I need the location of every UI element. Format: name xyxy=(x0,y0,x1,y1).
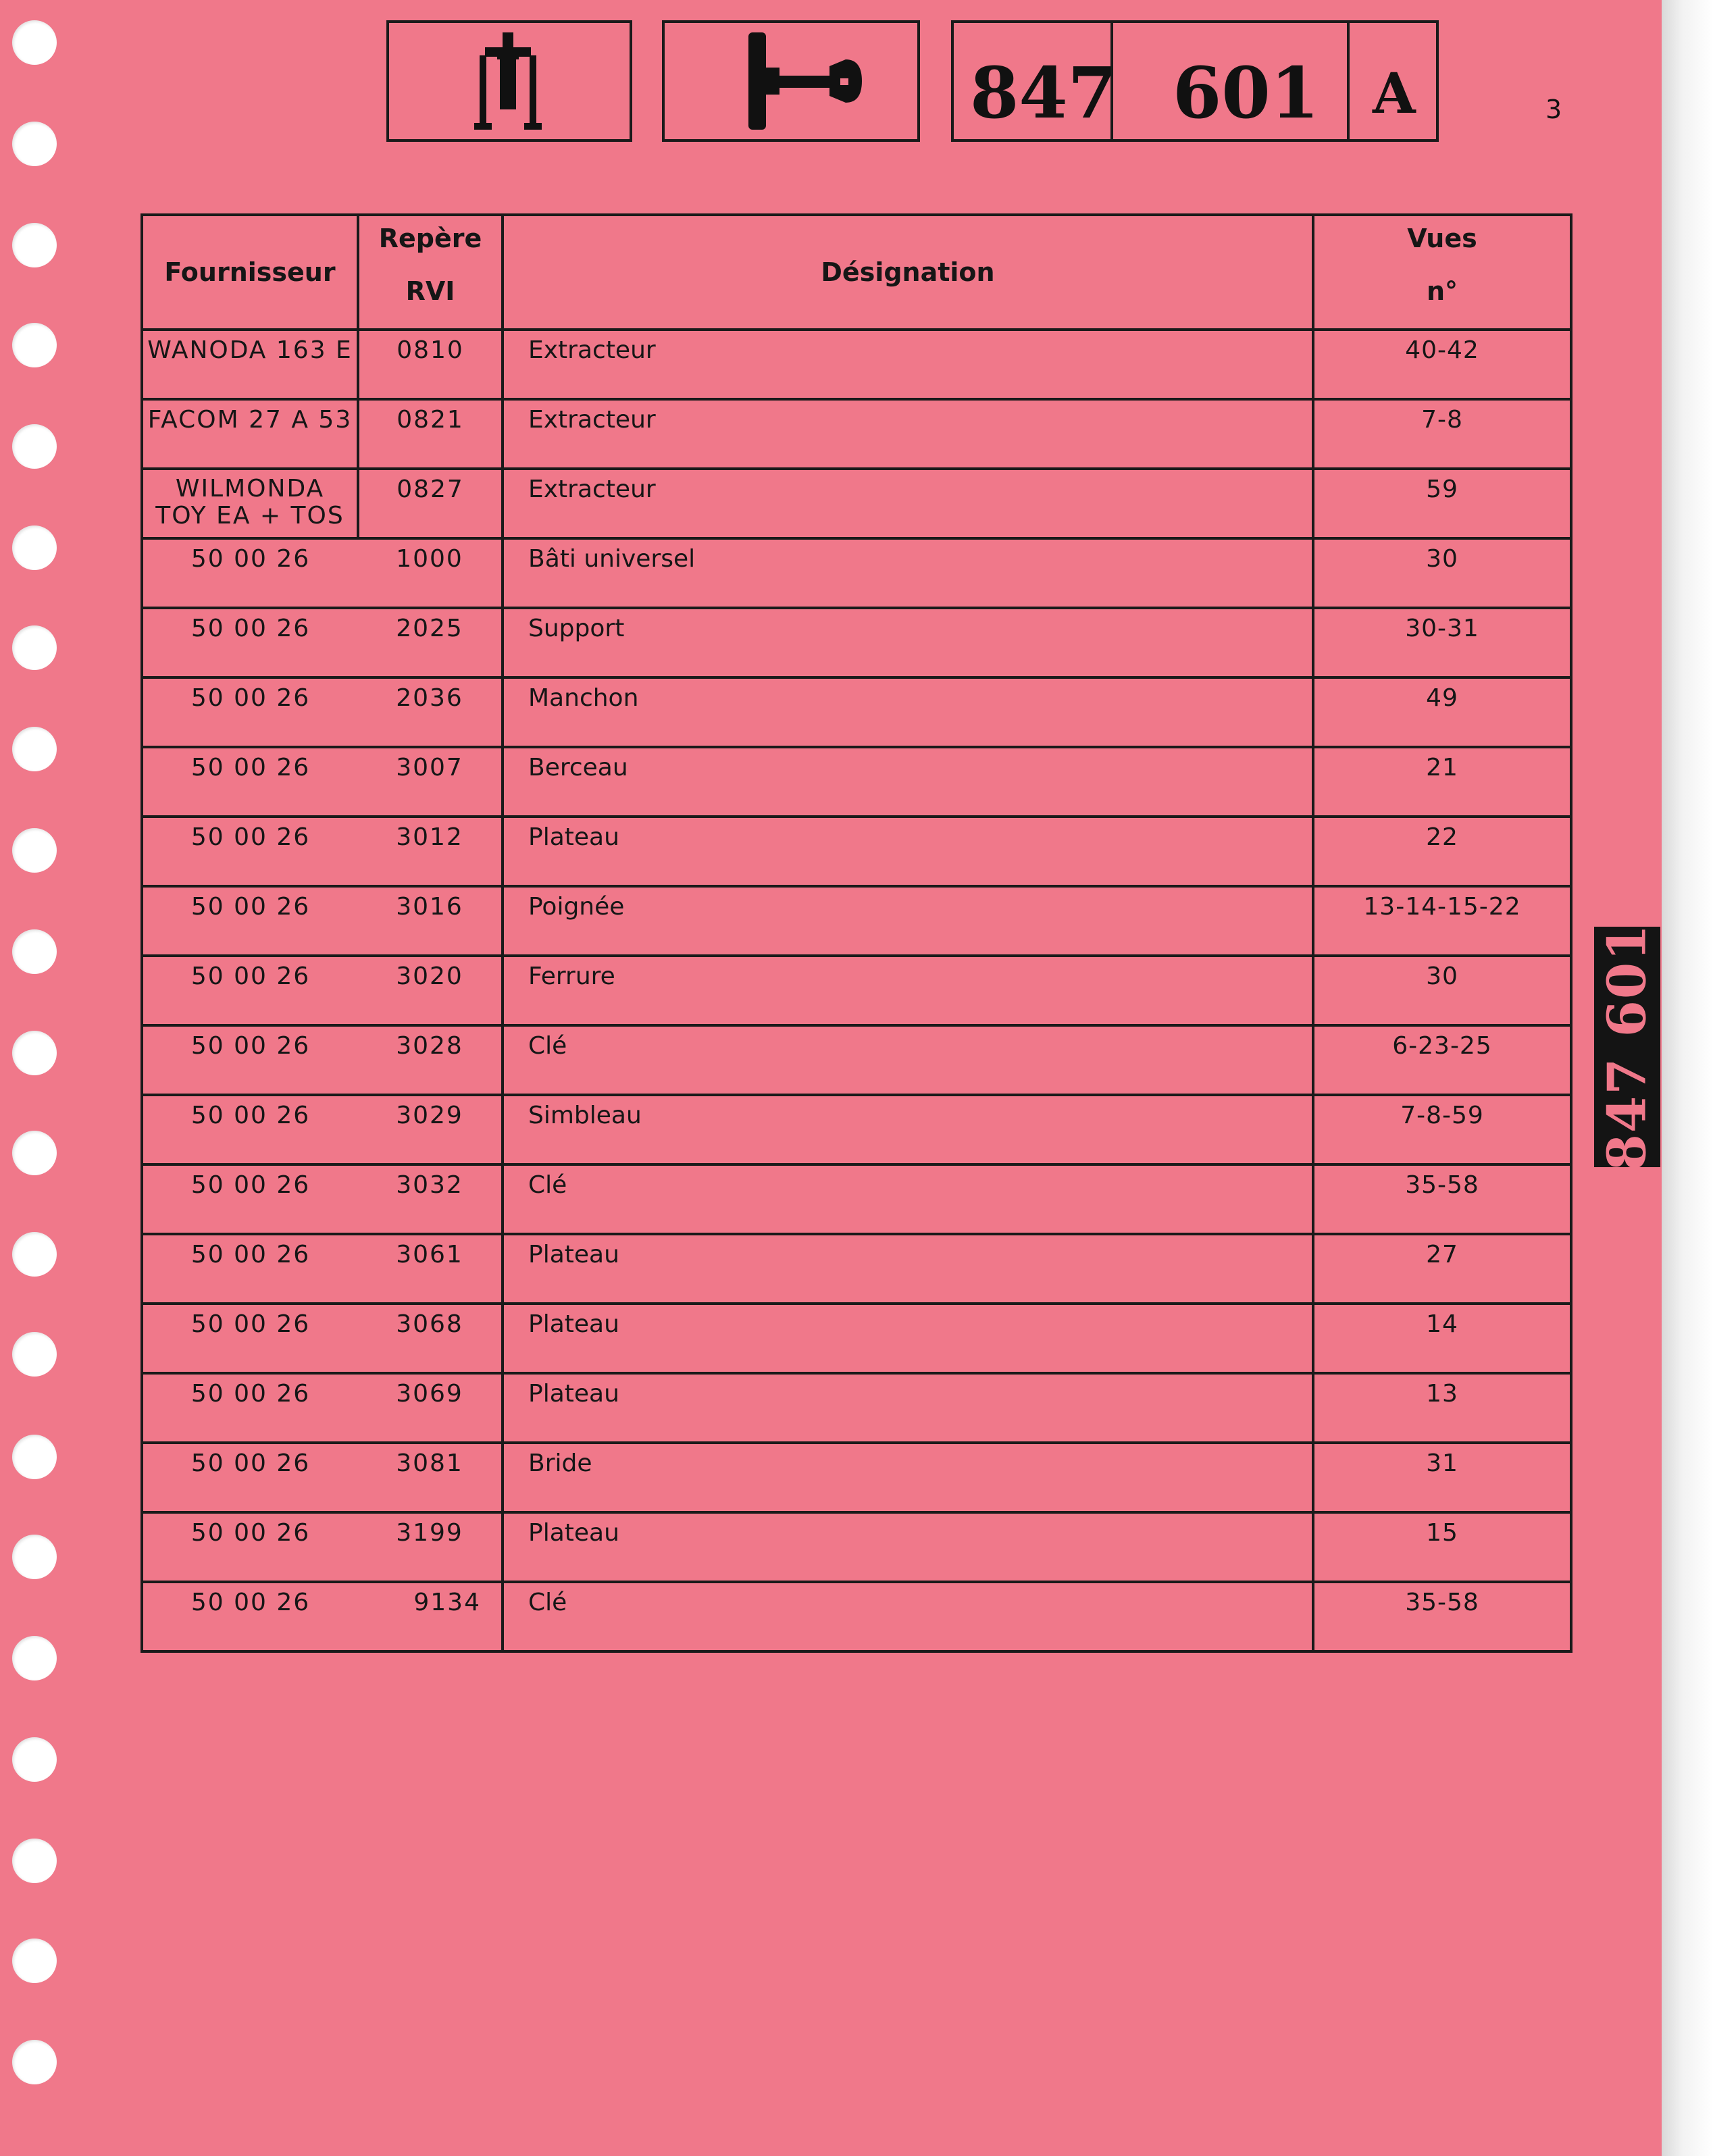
binder-hole xyxy=(12,1737,57,1782)
cell-designation: Berceau xyxy=(503,747,1313,817)
table-row xyxy=(142,1582,1571,1651)
header-fournisseur: Fournisseur xyxy=(142,215,358,330)
cell-fournisseur: 50 00 26 xyxy=(142,1582,358,1651)
binder-hole xyxy=(12,20,57,65)
page-number: 3 xyxy=(1545,95,1562,124)
binder-hole xyxy=(12,1131,57,1175)
cell-fournisseur: 50 00 26 xyxy=(142,608,358,677)
header-repere xyxy=(358,215,503,330)
cell-designation: Plateau xyxy=(503,1304,1313,1373)
binder-hole xyxy=(12,1535,57,1579)
cell-vues: 30-31 xyxy=(1313,608,1571,677)
cell-repere: 3032 xyxy=(358,1164,503,1234)
binder-hole xyxy=(12,1939,57,1983)
header-vues-line2: n° xyxy=(1426,276,1458,306)
table-row xyxy=(142,1443,1571,1512)
code-part2: 601 xyxy=(1173,51,1320,134)
code-part1: 847 xyxy=(970,51,1117,134)
binder-hole xyxy=(12,424,57,469)
cell-fournisseur: 50 00 26 xyxy=(142,1025,358,1095)
binder-hole xyxy=(12,2040,57,2084)
cell-vues: 30 xyxy=(1313,956,1571,1025)
puller-tool-box xyxy=(386,20,632,142)
cell-vues: 59 xyxy=(1313,469,1571,538)
cell-fournisseur: 50 00 26 xyxy=(142,1234,358,1304)
cell-vues: 13 xyxy=(1313,1373,1571,1443)
cell-fournisseur: 50 00 26 xyxy=(142,1512,358,1582)
cell-fournisseur: 50 00 26 xyxy=(142,538,358,608)
cell-repere: 2025 xyxy=(358,608,503,677)
cell-vues: 7-8-59 xyxy=(1313,1095,1571,1164)
cell-designation: Bâti universel xyxy=(503,538,1313,608)
cell-fournisseur-line1: WILMONDA xyxy=(175,475,325,503)
table-row xyxy=(142,1512,1571,1582)
cell-fournisseur xyxy=(142,469,358,538)
table-row xyxy=(142,1234,1571,1304)
cell-repere: 1000 xyxy=(358,538,503,608)
side-tab-label: 847 601 xyxy=(1596,923,1658,1171)
cell-vues: 13-14-15-22 xyxy=(1313,886,1571,956)
table-row xyxy=(142,399,1571,469)
table-row xyxy=(142,538,1571,608)
cell-repere: 3199 xyxy=(358,1512,503,1582)
cell-vues: 35-58 xyxy=(1313,1582,1571,1651)
cell-designation: Bride xyxy=(503,1443,1313,1512)
cell-fournisseur: 50 00 26 xyxy=(142,1095,358,1164)
page-edge xyxy=(1662,0,1713,2156)
cell-repere: 2036 xyxy=(358,677,503,747)
cell-vues: 7-8 xyxy=(1313,399,1571,469)
puller-tool-icon xyxy=(389,23,630,139)
table-row xyxy=(142,330,1571,399)
table-row xyxy=(142,886,1571,956)
binder-hole xyxy=(12,1839,57,1883)
cell-repere: 3007 xyxy=(358,747,503,817)
binder-hole xyxy=(12,223,57,267)
table-row xyxy=(142,1304,1571,1373)
cell-designation: Ferrure xyxy=(503,956,1313,1025)
cell-vues: 21 xyxy=(1313,747,1571,817)
binder-hole xyxy=(12,323,57,367)
cell-designation: Clé xyxy=(503,1582,1313,1651)
table-row xyxy=(142,1095,1571,1164)
cell-fournisseur: 50 00 26 xyxy=(142,886,358,956)
table-row xyxy=(142,956,1571,1025)
cell-vues: 35-58 xyxy=(1313,1164,1571,1234)
cell-designation: Extracteur xyxy=(503,330,1313,399)
table-row xyxy=(142,747,1571,817)
cell-repere: 3020 xyxy=(358,956,503,1025)
cell-repere: 3081 xyxy=(358,1443,503,1512)
code-part2-box xyxy=(1110,20,1350,142)
binder-hole xyxy=(12,1332,57,1377)
cell-fournisseur: 50 00 26 xyxy=(142,1443,358,1512)
binder-hole xyxy=(12,727,57,771)
binder-hole xyxy=(12,1232,57,1277)
cell-repere: 3068 xyxy=(358,1304,503,1373)
cell-vues: 31 xyxy=(1313,1443,1571,1512)
cell-repere: 3016 xyxy=(358,886,503,956)
side-index-tab xyxy=(1594,923,1660,1171)
table-row xyxy=(142,1373,1571,1443)
code-suffix: A xyxy=(1373,61,1416,126)
cell-designation: Plateau xyxy=(503,817,1313,886)
code-part1-box xyxy=(951,20,1117,142)
cell-repere: 3061 xyxy=(358,1234,503,1304)
table-row xyxy=(142,608,1571,677)
cell-vues: 27 xyxy=(1313,1234,1571,1304)
cell-fournisseur: 50 00 26 xyxy=(142,956,358,1025)
cell-repere: 0821 xyxy=(358,399,503,469)
cell-repere: 3012 xyxy=(358,817,503,886)
header-vues-line1: Vues xyxy=(1407,224,1477,253)
binder-hole xyxy=(12,625,57,670)
mallet-tool-box xyxy=(662,20,920,142)
cell-designation: Plateau xyxy=(503,1512,1313,1582)
code-suffix-box xyxy=(1347,20,1439,142)
cell-vues: 40-42 xyxy=(1313,330,1571,399)
binder-hole xyxy=(12,525,57,570)
cell-fournisseur: FACOM 27 A 53 xyxy=(142,399,358,469)
cell-designation: Plateau xyxy=(503,1373,1313,1443)
mallet-tool-icon xyxy=(665,23,917,139)
cell-designation: Poignée xyxy=(503,886,1313,956)
cell-fournisseur: 50 00 26 xyxy=(142,1164,358,1234)
cell-designation: Plateau xyxy=(503,1234,1313,1304)
cell-vues: 22 xyxy=(1313,817,1571,886)
header-vues xyxy=(1313,215,1571,330)
cell-vues: 30 xyxy=(1313,538,1571,608)
cell-repere: 3028 xyxy=(358,1025,503,1095)
binder-hole xyxy=(12,1636,57,1680)
binder-hole xyxy=(12,1435,57,1479)
cell-designation: Clé xyxy=(503,1164,1313,1234)
cell-vues: 6-23-25 xyxy=(1313,1025,1571,1095)
binder-hole xyxy=(12,122,57,166)
table-row xyxy=(142,817,1571,886)
binder-hole xyxy=(12,828,57,873)
cell-fournisseur: WANODA 163 E xyxy=(142,330,358,399)
table-row xyxy=(142,1164,1571,1234)
cell-repere: 0810 xyxy=(358,330,503,399)
table-row xyxy=(142,469,1571,538)
table-row xyxy=(142,677,1571,747)
cell-repere: 9134 xyxy=(358,1582,503,1651)
cell-designation: Manchon xyxy=(503,677,1313,747)
cell-designation: Clé xyxy=(503,1025,1313,1095)
cell-designation: Simbleau xyxy=(503,1095,1313,1164)
cell-vues: 49 xyxy=(1313,677,1571,747)
cell-designation: Support xyxy=(503,608,1313,677)
cell-vues: 14 xyxy=(1313,1304,1571,1373)
cell-fournisseur: 50 00 26 xyxy=(142,1304,358,1373)
cell-repere: 0827 xyxy=(358,469,503,538)
cell-designation: Extracteur xyxy=(503,469,1313,538)
cell-fournisseur: 50 00 26 xyxy=(142,817,358,886)
binder-hole xyxy=(12,929,57,974)
cell-repere: 3029 xyxy=(358,1095,503,1164)
table-row xyxy=(142,1025,1571,1095)
header-repere-line2: RVI xyxy=(405,276,455,306)
binder-hole xyxy=(12,1031,57,1075)
cell-fournisseur-line2: TOY EA + TOS xyxy=(155,502,344,530)
cell-fournisseur: 50 00 26 xyxy=(142,1373,358,1443)
table-header-row xyxy=(142,215,1571,330)
cell-fournisseur: 50 00 26 xyxy=(142,747,358,817)
cell-designation: Extracteur xyxy=(503,399,1313,469)
header-designation: Désignation xyxy=(503,215,1313,330)
tools-table xyxy=(140,213,1573,1653)
cell-vues: 15 xyxy=(1313,1512,1571,1582)
cell-repere: 3069 xyxy=(358,1373,503,1443)
cell-fournisseur: 50 00 26 xyxy=(142,677,358,747)
header-repere-line1: Repère xyxy=(378,224,482,253)
